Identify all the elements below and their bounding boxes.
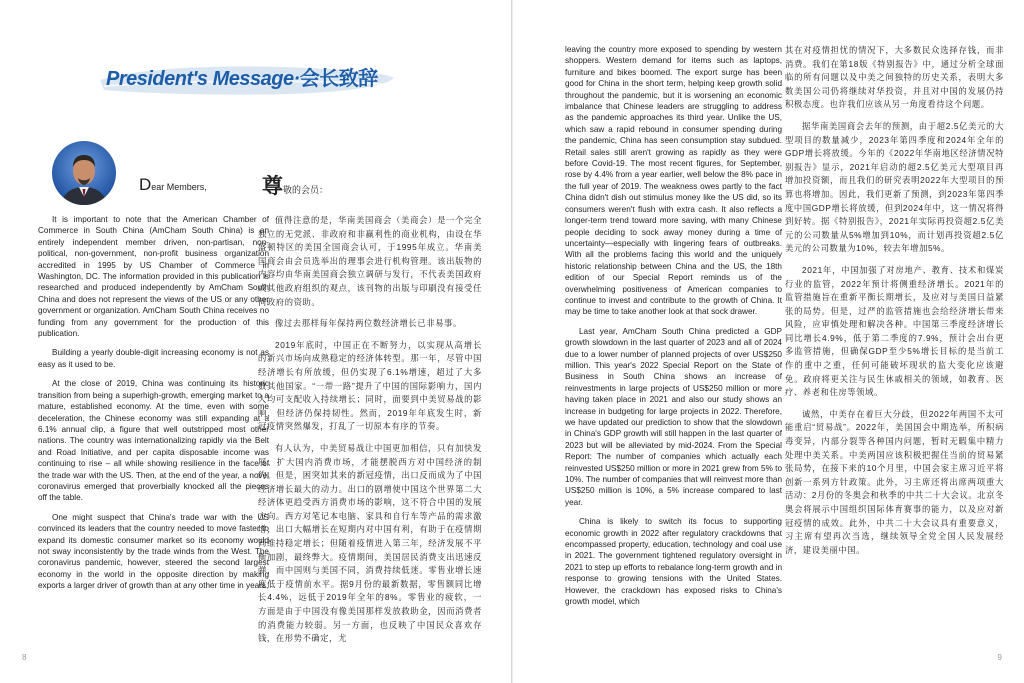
page-number-right: 9 bbox=[997, 653, 1002, 662]
chinese-column-left bbox=[258, 214, 482, 654]
chinese-column-right bbox=[785, 44, 1004, 565]
paragraph: 值得注意的是，华南美国商会（美商会）是一个完全独立的无党派、非政府和非赢利性的商业机构，由设在华盛顿特区的美国全国商会认可，于1995年成立。华南美国商会由会员选举出的理事会进行机构管理。该出版物的内容均由华南美国商会独立调研与发行，不代表美国政府或其他政府组织的观点，该刊物的出版与印刷没有接受任何政府的资助。 bbox=[258, 215, 482, 307]
right-page bbox=[513, 0, 1024, 683]
paragraph: It is important to note that the American Chamber of Commerce in South China (AmCham South China) is an entirely independent member driven, non-partisan, non-political, non-government, non-profit business organization accredited in 1995 by US Chamber of Commerce in Washington, DC. The information provided in this publication is researched and produced independently by AmCham South China and does not represent the views of the US or any other government or organization. AmCham South China receives no funding from any government for the production of this publication. bbox=[38, 215, 269, 339]
page-number-left: 8 bbox=[22, 653, 27, 662]
paragraph: Last year, AmCham South China predicted a GDP growth slowdown in the last quarter of 2023 and all of 2024 due to a lower number of planned projects of over US$250 million. This year's 2022 Special Report on the State of Business in South China shows an increase of reinvestments in large projects of US$250 million or more having taken place in 2021 and also our study shows an increase in budgeting for large projects in 2022. Therefore, we have updated our prediction to show that the slowdown in China's GDP growth will still happen in the last quarter of 2023 but will be alleviated by mid-2024. From the Special Report: The number of companies which actually each reinvested US$250 million or more in 2021 grew from 5% to 10%. The number of companies that will reinvest more than US$250 million is 10%, a 5% increase compared to last year. bbox=[565, 326, 782, 507]
paragraph: One might suspect that China's trade war with the US convinced its leaders that the country needed to move faster to expand its domestic consumer market so its economy would not sway inconsistently by the trade winds from the West. The coronavirus pandemic, however, steered the second largest economy in the world in the opposite direction by making exports a larger driver of growth than at any other time in years, bbox=[38, 512, 269, 591]
salutation-en-text: ear Members, bbox=[151, 182, 207, 192]
paragraph: leaving the country more exposed to spending by western shoppers. Western demand for items such as laptops, furniture and bikes boomed. The export surge has been good for China in the short term, helping keep growth solid throughout the pandemic, but it is worsening an economic imbalance that Chinese leaders are struggling to address as the pandemic approaches its third year. Unlike the US, which saw a rapid rebound in consumer spending during the pandemic, China has seen consumption stay subdued. Retail sales still aren't growing as rapidly as they were before Covid-19. The most recent figures, for September, rose by 4.4% from a year earlier, well below the 8% pace in the full year of 2019. The weakness owes partly to the fact China didn't dish out stimulus money like the US did, so its consumers weren't flush with extra cash. It also reflects a longer-term trend toward more saving, with many Chinese people deciding to sock away money during a time of uncertainty—especially with lingering fears of outbreaks. With all the problems facing this world and the uniquely historic relationship between China and the US, the 18th edition of our Special Report reminds us of the overwhelming positiveness of American companies to continue to invest and contribute to the growth of China. It may be time to take another look at that sock drawer. bbox=[565, 45, 782, 317]
salutation-zh bbox=[262, 176, 328, 197]
paragraph: 有人认为，中美贸易战让中国更加相信，只有加快发展、扩大国内消费市场，才能摆脱西方对中国经济的制约。但是，困突如其来的新冠疫情，出口反而成为了中国经济增长最大的动力。出口的剧增使中国这个世界第二大经济体更趋受西方消费市场的影响，这不符合中国的发展方向。西方对笔记本电脑、家具和自行车等产品的需求激增，出口大幅增长在短期内对中国有利，有助于在疫情期间维持稳定增长；但随着疫情进入第三年，经济发展不平衡加剧，最终弊大。疫情期间，美国居民消费支出迅速反弹，而中国则与美国不同，消费持续低迷。零售业增长速度低于疫情前水平。据9月份的最新数据，零售额同比增长4.4%，远低于2019年全年的8%。零售业的疲软，一方面是由于中国没有像美国那样发放救助金，因而消费者的消费能力较弱。另一方面，也反映了中国民众喜欢存钱，在形势不确定，尤 bbox=[258, 442, 482, 644]
paragraph: 2021年，中国加强了对房地产、教育、技术和煤炭行业的监管，2022年预计将侧重经济增长。2021年的监管措施旨在重新平衡长期增长，及应对与美国日益紧张的局势。但是，过严的监管措施也会给经济增长带来风险，应审慎处理和解决各种。中国第三季度经济增长同比增长4.9%，低于第二季度的7.9%，预计会出台更多监管措施，但确保GDP至少5%增长目标的是当前工作的重中之重，任何可能破坏现状的监大变化应该避免。政府将更关注与民生休戚相关的领域，如教育、医疗、养老和住房等领域。 bbox=[785, 264, 1004, 398]
page-title bbox=[106, 65, 378, 93]
drop-cap-zh: 尊 bbox=[262, 175, 283, 198]
english-column-right bbox=[565, 44, 782, 616]
title-en: President's Message bbox=[106, 68, 294, 90]
paragraph: China is likely to switch its focus to supporting economic growth in 2022 after regulatory crackdowns that encompassed property, education, technology and coal use in 2021. The government tightened regulatory oversight in 2021 to step up efforts to rebalance long-term growth and in response to growing tensions with the United States. However, the crackdown has exposed risks to China's growth model, which bbox=[565, 517, 782, 607]
paragraph: 其在对疫情担忧的情况下，大多数民众选择存钱，而非消费。我们在第18版《特别报告》中，通过分析全球面临的所有问题以及中美之间独特的历史关系，表明大多数美国公司仍将继续对华投资，并且对中国的发展仍持积极态度。也许我们应该从另一角度看待这个问题。 bbox=[785, 45, 1004, 110]
left-page bbox=[0, 0, 511, 683]
president-portrait bbox=[52, 141, 116, 205]
salutation-zh-text: 敬的会员： bbox=[283, 185, 329, 195]
paragraph: 像过去那样每年保持两位数经济增长已非易事。 bbox=[275, 318, 462, 329]
paragraph: 2019年底时，中国正在不断努力，以实现从高增长的新兴市场向成熟稳定的经济体转型。那一年，尽管中国经济增长有所放缓，但仍实现了6.1%增速，超过了大多数其他国家。“一带一路”提升了中国的国际影响力，国内人均可支配收入持续增长；同时，面要到中美贸易战的影响，但经济仍保持韧性。然而，2019年年底发生时，新冠疫情突然爆发，打乱了一切原本有序的节奏。 bbox=[258, 339, 482, 432]
salutation-en bbox=[139, 176, 207, 193]
title-separator: · bbox=[293, 68, 300, 90]
drop-cap-en: D bbox=[139, 175, 152, 194]
title-zh: 会长致辞 bbox=[299, 68, 378, 90]
paragraph: Building a yearly double-digit increasing economy is not as easy as it used to be. bbox=[38, 348, 269, 369]
english-column-left bbox=[38, 214, 269, 600]
paragraph: 据华南美国商会去年的预测，由于超2.5亿美元的大型项目的数量减少，2023年第四季度和2024年全年的GDP增长将放缓。今年的《2022年华南地区经济情况特别报告》显示，2021年启动的超2.5亿美元大型项目再增加投资额，而且我们的研究表明2022年大型项目的预算也将增加。因此，我们更新了预测，到2023年第四季度中国GDP增长将放缓，但到2024年中，这一情况将得到好转。据《特别报告》，2021年实际再投资超2.5亿美元的公司数量从5%增加到10%，而计划再投资超2.5亿美元的公司数量为10%，较去年增加5%。 bbox=[785, 120, 1004, 254]
portrait-image bbox=[52, 141, 116, 205]
paragraph: 诚然，中美存在着巨大分歧，但2022年两国不太可能重启“贸易战”。2022年，美国国会中期选举，所积病毒变异，内部分裂等各种国内问题，暂时无暇集中精力处理中美关系。中美两国应该积极把握住当前的贸易紧张局势，在接下来的10个月里，中国会家主席习近平将创新一系列方针政策。此外，习主席还将出席两项重大活动：2月份的冬奥会和秋季的中共二十大会议。北京冬奥会将展示中国组织国际体育赛事的能力，以及应对新冠疫情的成效。此外，中共二十大会议具有重要意义，习主席有望再次当选，继续领导全党全国人民发展经济，建设美丽中国。 bbox=[785, 408, 1004, 555]
title-banner bbox=[98, 62, 398, 98]
paragraph: At the close of 2019, China was continuing its historic transition from being a superhigh-growth, emerging market to a mature, established economy. At the time, even with some deceleration, the Chinese economy was still expanding at a 6.1% annual clip, a figure that well outstripped most other nations. The country was internationalizing rapidly via the Belt and Road Initiative, and per capita disposable income was continuing to rise – all while showing resilience in the face of the trade war with the US. Then, at the end of the year, a novel coronavirus emerged that proverbially knocked all the pieces off the table. bbox=[38, 379, 269, 503]
